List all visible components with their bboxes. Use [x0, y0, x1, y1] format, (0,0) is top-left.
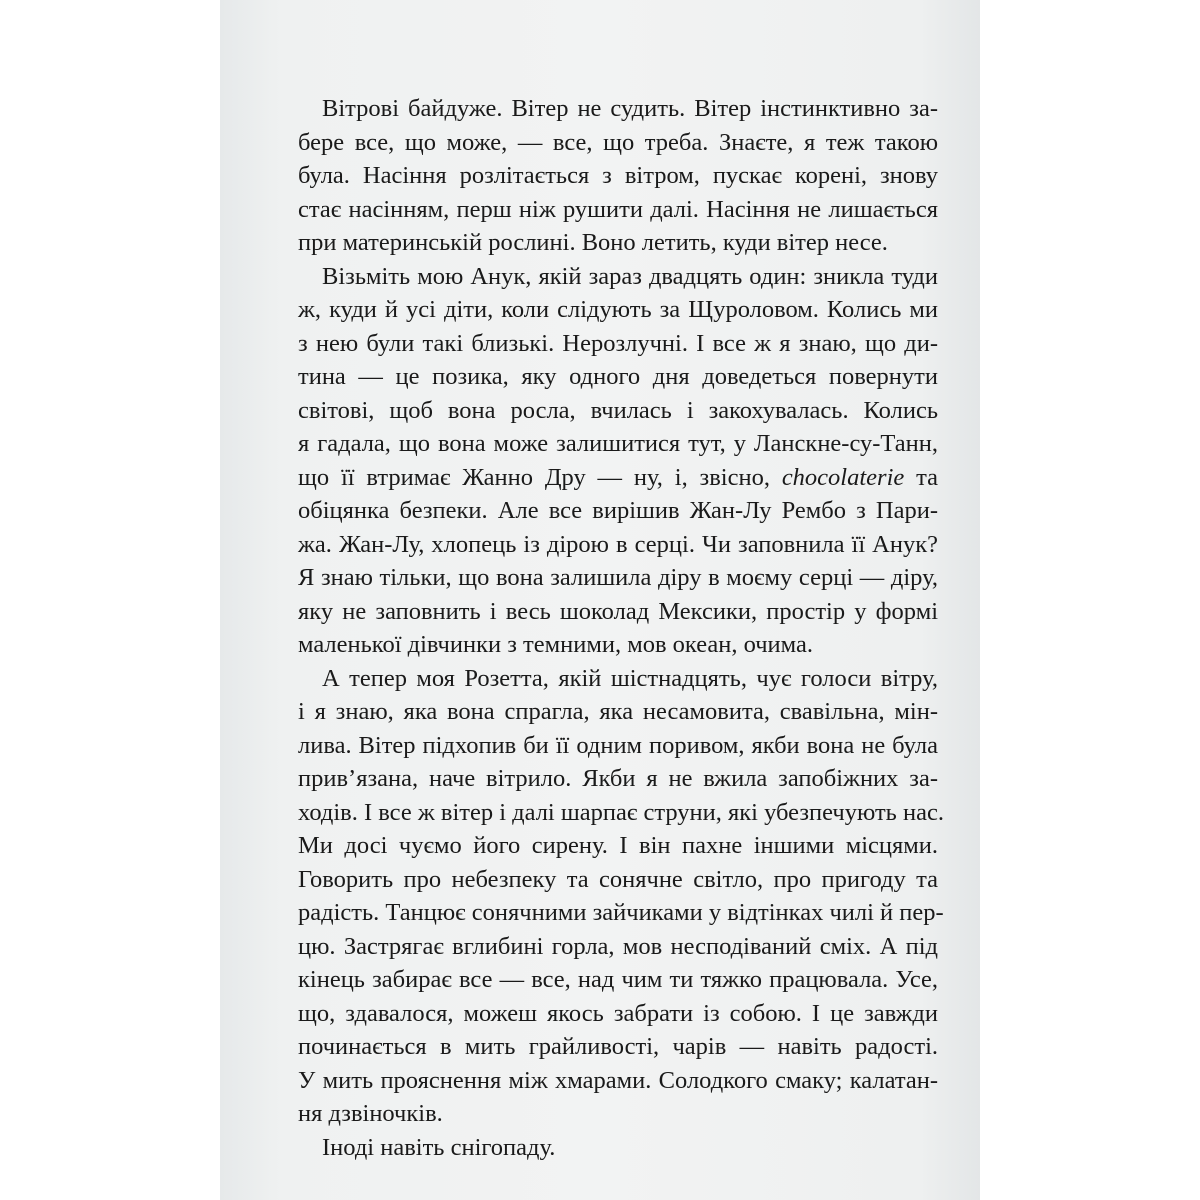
text-line: Візьміть мою Анук, якій зараз двадцять один: зникла туди	[322, 262, 938, 290]
paragraph-4	[298, 1131, 938, 1165]
text-line: при материнській рослині. Воно летить, куди вітер несе.	[298, 229, 888, 256]
body-text	[298, 92, 944, 1164]
text-line: Вітрові байдуже. Вітер не судить. Вітер інстинктивно за-	[322, 95, 938, 122]
text-line: А тепер моя Розетта, якій шістнадцять, чує голоси вітру,	[322, 664, 938, 692]
text-line: бере все, що може, — все, що треба. Знаєте, я теж такою	[298, 128, 938, 156]
text-line: з нею були такі близькі. Нерозлучні. І все ж я знаю, що ди-	[298, 329, 938, 357]
paragraph-1	[298, 92, 938, 260]
text-line: радість. Танцює сонячними зайчиками у відтінках чилі й пер-	[298, 899, 944, 926]
text-line: була. Насіння розлітається з вітром, пускає корені, знову	[298, 162, 938, 189]
text-line: яку не заповнить і весь шоколад Мексики, простір у формі	[298, 597, 938, 625]
text-line-with-italic	[298, 461, 938, 495]
text-line: що, здавалося, можеш якось забрати із собою. І це завжди	[298, 999, 938, 1027]
book-page	[220, 0, 980, 1200]
text-line: цю. Застрягає вглибині горла, мов несподіваний сміх. А під	[298, 932, 938, 960]
text-line: жа. Жан-Лу, хлопець із дірою в серці. Чи заповнила її Анук?	[298, 530, 938, 558]
text-segment: та	[904, 463, 938, 491]
text-line: Іноді навіть снігопаду.	[322, 1133, 556, 1161]
text-line: Я знаю тільки, що вона залишила діру в моєму серці — діру,	[298, 564, 938, 591]
text-line: маленької дівчинки з темними, мов океан, очима.	[298, 631, 814, 658]
text-line: я гадала, що вона може залишитися тут, у Ланскне-су-Танн,	[298, 430, 938, 457]
text-line: лива. Вітер підхопив би її одним поривом, якби вона не була	[298, 731, 938, 759]
text-line: тина — це позика, яку одного дня доведеться повернути	[298, 363, 938, 390]
text-line: кінець забирає все — все, над чим ти тяжко працювала. Усе,	[298, 966, 938, 993]
paragraph-2	[298, 260, 938, 662]
text-segment: що її втримає Жанно Дру — ну, і, звісно,	[298, 463, 770, 491]
text-line: ня дзвіночків.	[298, 1100, 443, 1127]
text-line: Говорить про небезпеку та сонячне світло, про пригоду та	[298, 865, 938, 893]
text-line: стає насінням, перш ніж рушити далі. Насіння не лишається	[298, 195, 938, 223]
text-line: ж, куди й усі діти, коли слідують за Щуроловом. Колись ми	[298, 296, 938, 323]
text-line: У мить прояснення між хмарами. Солодкого смаку; калатан-	[298, 1066, 938, 1094]
italic-word: chocolaterie	[781, 463, 905, 491]
text-line: ходів. І все ж вітер і далі шарпає струни, які убезпечують нас.	[298, 798, 944, 826]
text-line: починається в мить грайливості, чарів — навіть радості.	[298, 1033, 938, 1060]
text-line: Ми досі чуємо його сирену. І він пахне іншими місцями.	[298, 832, 938, 859]
text-line: прив’язана, наче вітрило. Якби я не вжила запобіжних за-	[298, 765, 938, 792]
text-line: обіцянка безпеки. Але все вирішив Жан-Лу Рембо з Пари-	[298, 497, 938, 524]
text-line: світові, щоб вона росла, вчилась і закохувалась. Колись	[298, 396, 938, 424]
text-line: і я знаю, яка вона спрагла, яка несамовита, свавільна, мін-	[298, 698, 938, 725]
paragraph-3	[298, 662, 944, 1131]
